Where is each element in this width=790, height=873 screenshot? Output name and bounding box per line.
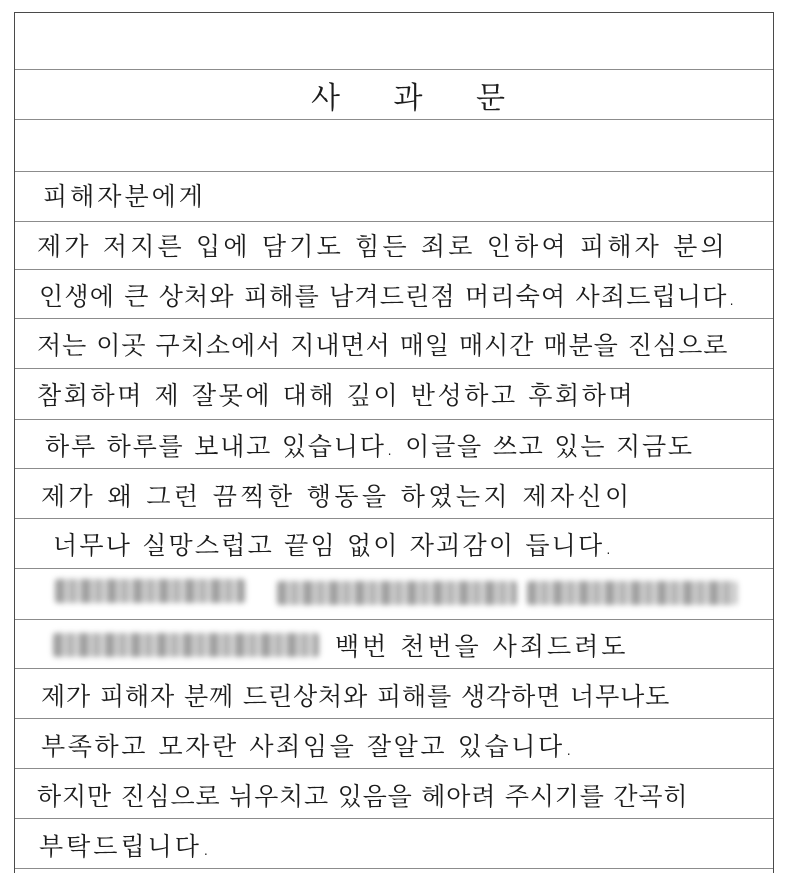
ruled-line — [15, 318, 773, 319]
letter-line: 백번 천번을 사죄드려도 — [335, 632, 629, 661]
letter-sheet — [14, 12, 774, 873]
ruled-line — [15, 518, 773, 519]
ruled-line — [15, 619, 773, 620]
letter-line: 하지만 진심으로 뉘우치고 있음을 헤아려 주시기를 간곡히 — [37, 782, 689, 811]
redacted-text — [53, 633, 319, 657]
letter-line: 부탁드립니다. — [39, 832, 213, 861]
ruled-line — [15, 69, 773, 70]
ruled-line — [15, 468, 773, 469]
letter-line: 제가 피해자 분께 드린상처와 피해를 생각하면 너무나도 — [41, 682, 671, 711]
ruled-line — [15, 718, 773, 719]
ruled-line — [15, 668, 773, 669]
ruled-line — [15, 119, 773, 120]
salutation: 피해자분에게 — [43, 182, 206, 211]
ruled-line — [15, 568, 773, 569]
letter-title: 사 과 문 — [311, 81, 528, 116]
ruled-line — [15, 868, 773, 869]
ruled-line — [15, 368, 773, 369]
redacted-text — [55, 579, 245, 603]
letter-line: 하루 하루를 보내고 있습니다. 이글을 쓰고 있는 지금도 — [45, 432, 694, 461]
letter-line: 제가 왜 그런 끔찍한 행동을 하였는지 제자신이 — [41, 482, 633, 511]
letter-line: 부족하고 모자란 사죄임을 잘알고 있습니다. — [41, 732, 576, 761]
ruled-line — [15, 171, 773, 172]
ruled-line — [15, 768, 773, 769]
letter-line: 인생에 큰 상처와 피해를 남겨드린점 머리숙여 사죄드립니다. — [39, 282, 737, 311]
letter-line: 제가 저지른 입에 담기도 힘든 죄로 인하여 피해자 분의 — [37, 232, 728, 261]
redacted-text — [277, 581, 517, 605]
letter-line: 너무나 실망스럽고 끝임 없이 자괴감이 듭니다. — [53, 531, 615, 560]
redacted-text — [527, 581, 737, 605]
ruled-line — [15, 419, 773, 420]
letter-line: 참회하며 제 잘못에 대해 깊이 반성하고 후회하며 — [37, 381, 636, 410]
ruled-line — [15, 818, 773, 819]
ruled-line — [15, 221, 773, 222]
ruled-line — [15, 269, 773, 270]
letter-line: 저는 이곳 구치소에서 지내면서 매일 매시간 매분을 진심으로 — [37, 331, 729, 360]
